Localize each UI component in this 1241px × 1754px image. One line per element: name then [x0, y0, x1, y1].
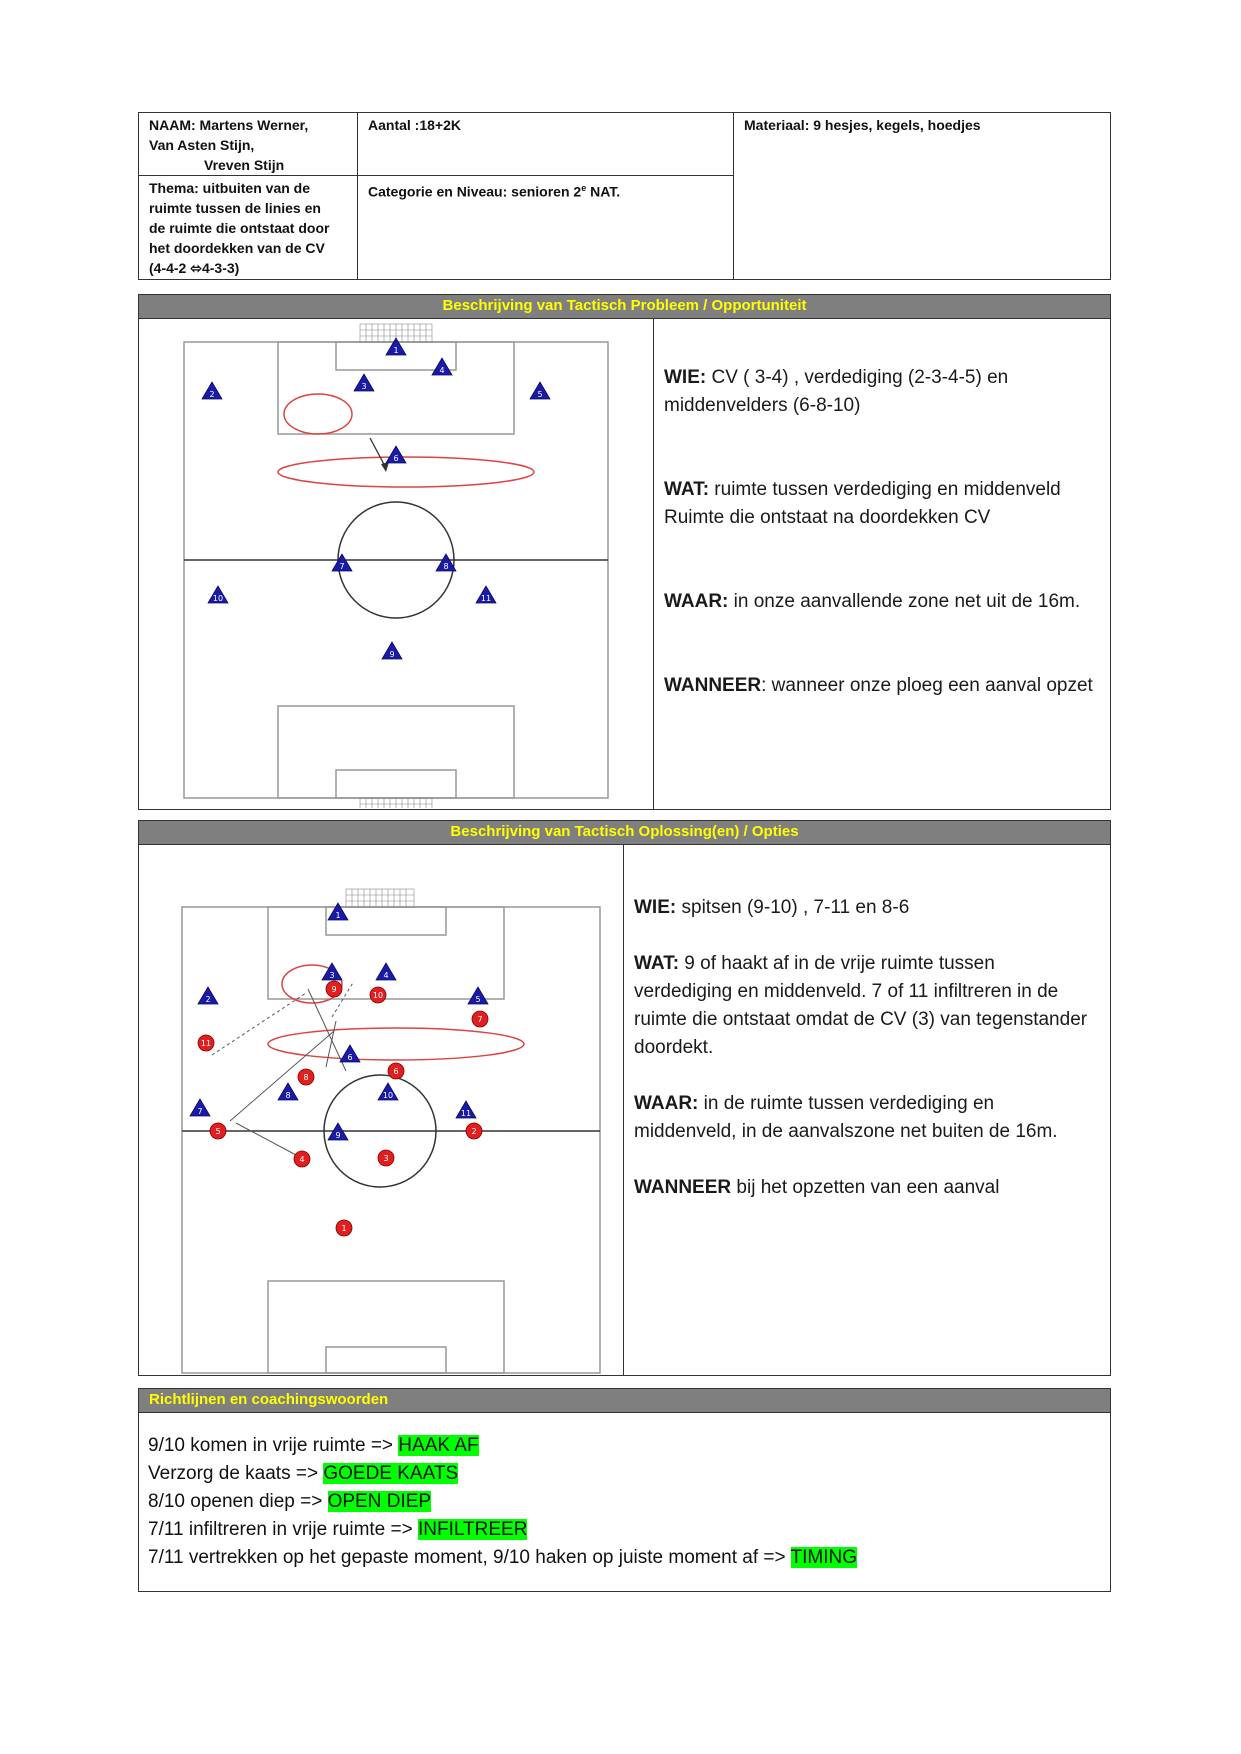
section1-title: Beschrijving van Tactisch Probleem / Opportuniteit	[442, 297, 807, 314]
coach-text-2: Verzorg de kaats =>	[148, 1463, 324, 1484]
s1-wat-text: ruimte tussen verdediging en middenveld	[709, 479, 1061, 500]
thema-line-4: het doordekken van de CV	[149, 240, 325, 256]
p2-red-player-8	[298, 1069, 314, 1085]
pitch-1-outline	[184, 342, 608, 798]
naam-line-3: Vreven Stijn	[204, 157, 285, 173]
p2-red-player-10-label: 10	[372, 991, 384, 1000]
coach-text-3: 8/10 openen diep =>	[148, 1491, 328, 1512]
s2-wat-text: 9 of haakt af in de vrije ruimte tussen verdediging en middenveld. 7 of 11 infiltreren in de ruimte die ontstaat omdat de CV (3) van tegenstander doordekt.	[634, 953, 1088, 1058]
s1-wat-2: Ruimte die ontstaat na doordekken CV	[664, 507, 991, 528]
p2-blue-player-4	[376, 963, 396, 980]
materiaal-cell	[733, 112, 1111, 280]
p1-blue-player-2-label: 2	[209, 390, 215, 399]
coach-text-5: 7/11 vertrekken op het gepaste moment, 9/10 haken op juiste moment af =>	[148, 1547, 791, 1568]
p2-red-player-5	[210, 1123, 226, 1139]
p2-red-player-5-label: 5	[215, 1127, 221, 1136]
p2-red-player-9	[326, 981, 342, 997]
categorie-cell	[357, 175, 734, 280]
s2-wanneer-label: WANNEER	[634, 1177, 732, 1198]
pitch-2-pass-2	[236, 1123, 296, 1155]
pitch-2-bottom-six	[326, 1347, 446, 1373]
p2-blue-player-3	[322, 963, 342, 980]
p1-blue-player-1-label: 1	[393, 346, 399, 355]
coaching-list	[148, 1432, 1098, 1572]
pitch-1-bottom-box	[278, 706, 514, 798]
p1-blue-player-4-label: 4	[439, 366, 445, 375]
s2-wat-label: WAT:	[634, 953, 680, 974]
s2-wanneer	[634, 1174, 1094, 1202]
coach-text-4: 7/11 infiltreren in vrije ruimte =>	[148, 1519, 418, 1540]
p1-blue-player-9-label: 9	[389, 650, 395, 659]
section3-title-bar	[138, 1388, 1111, 1413]
p1-blue-player-7-label: 7	[339, 562, 345, 571]
p1-blue-player-2	[202, 382, 222, 399]
s2-wie-text: spitsen (9-10) , 7-11 en 8-6	[676, 897, 910, 918]
s1-wie-label: WIE:	[664, 367, 707, 388]
p2-red-player-3	[378, 1150, 394, 1166]
s2-waar	[634, 1090, 1094, 1146]
p2-red-player-10	[370, 987, 386, 1003]
naam-cell	[138, 112, 358, 176]
p1-blue-player-10-label: 10	[212, 594, 224, 603]
coach-line-5	[148, 1544, 1098, 1572]
p2-blue-player-11	[456, 1101, 476, 1118]
section2-text	[634, 894, 1094, 1202]
section2-divider	[623, 844, 624, 1376]
s2-wat	[634, 950, 1094, 1062]
p2-blue-player-3-label: 3	[329, 971, 335, 980]
categorie-suffix: NAT.	[586, 183, 621, 200]
p1-blue-player-11-label: 11	[480, 594, 492, 603]
p2-blue-player-5-label: 5	[475, 995, 481, 1004]
pitch-1-small-ellipse	[284, 394, 352, 434]
p1-blue-player-5-label: 5	[537, 390, 543, 399]
pitch-1-wide-ellipse	[278, 457, 534, 487]
p1-blue-player-6	[386, 446, 406, 463]
s2-wie	[634, 894, 1094, 922]
p1-blue-player-1	[386, 338, 406, 355]
naam-line-2: Van Asten Stijn,	[149, 137, 255, 153]
coach-keyword-4: INFILTREER	[418, 1519, 528, 1540]
s2-waar-label: WAAR:	[634, 1093, 699, 1114]
p2-blue-player-7	[190, 1099, 210, 1116]
p2-blue-player-6-label: 6	[347, 1053, 353, 1062]
p2-blue-player-8-label: 8	[285, 1091, 291, 1100]
p2-red-player-9-label: 9	[331, 985, 337, 994]
p2-red-player-2	[466, 1123, 482, 1139]
pitch-2-top-goal	[346, 889, 414, 907]
categorie-sup: e	[581, 183, 587, 193]
pitch-1-players	[202, 338, 550, 659]
p2-blue-player-7-label: 7	[197, 1107, 203, 1116]
p2-red-player-3-label: 3	[383, 1154, 389, 1163]
p2-red-player-4	[294, 1151, 310, 1167]
p2-blue-player-2-label: 2	[205, 995, 211, 1004]
pitch-1-bottom-goal	[360, 798, 432, 808]
p1-blue-player-3	[354, 374, 374, 391]
s1-wie-text: CV ( 3-4) , verdediging (2-3-4-5) en middenvelders (6-8-10)	[664, 367, 1009, 416]
s1-spacer-1	[664, 448, 1104, 476]
coach-line-4	[148, 1516, 1098, 1544]
p2-blue-player-11-label: 11	[460, 1109, 472, 1118]
s2-wie-label: WIE:	[634, 897, 677, 918]
p2-red-player-2-label: 2	[471, 1127, 477, 1136]
s2-waar-text: in de ruimte tussen verdediging en middenveld, in de aanvalszone net buiten de 16m.	[634, 1093, 1058, 1142]
thema-cell	[138, 175, 358, 280]
p2-blue-player-2	[198, 987, 218, 1004]
section1-text	[664, 364, 1104, 700]
s1-waar-text: in onze aanvallende zone net uit de 16m.	[728, 591, 1081, 612]
p1-blue-player-8-label: 8	[443, 562, 449, 571]
pitch-2-pass-1	[230, 1031, 334, 1121]
pitch-2-top-six	[326, 907, 446, 935]
section2-title: Beschrijving van Tactisch Oplossing(en) / Opties	[450, 823, 799, 840]
aantal-cell	[357, 112, 734, 176]
p2-red-player-1-label: 1	[341, 1224, 347, 1233]
coach-keyword-5: TIMING	[790, 1547, 858, 1568]
s1-spacer-3	[664, 644, 1104, 672]
pitch-1-bottom-six	[336, 770, 456, 798]
p1-blue-player-7	[332, 554, 352, 571]
s2-wanneer-text: bij het opzetten van een aanval	[731, 1177, 1000, 1198]
p2-blue-player-1	[328, 903, 348, 920]
p2-blue-player-5	[468, 987, 488, 1004]
thema-line-5: (4-4-2 ⬄4-3-3)	[149, 260, 240, 276]
p2-blue-player-10-label: 10	[382, 1091, 394, 1100]
coach-keyword-2: GOEDE KAATS	[323, 1463, 459, 1484]
s1-wanneer-label: WANNEER	[664, 675, 762, 696]
categorie-text	[368, 178, 723, 202]
p1-blue-player-11	[476, 586, 496, 603]
pitch-1-top-box	[278, 342, 514, 434]
pitch-2-run-2	[326, 1021, 336, 1067]
p2-red-player-11	[198, 1035, 214, 1051]
coach-text-1: 9/10 komen in vrije ruimte =>	[148, 1435, 399, 1456]
coach-keyword-3: OPEN DIEP	[327, 1491, 432, 1512]
thema-line-2: ruimte tussen de linies en	[149, 200, 321, 216]
p2-red-player-6	[388, 1063, 404, 1079]
p1-blue-player-9	[382, 642, 402, 659]
p2-red-player-4-label: 4	[299, 1155, 305, 1164]
p2-red-player-11-label: 11	[200, 1039, 212, 1048]
p2-red-player-8-label: 8	[303, 1073, 309, 1082]
p1-blue-player-8	[436, 554, 456, 571]
pitch-diagram-2	[160, 885, 620, 1375]
s1-waar	[664, 588, 1104, 616]
p1-blue-player-10	[208, 586, 228, 603]
p2-red-player-7-label: 7	[477, 1015, 483, 1024]
p2-red-player-7	[472, 1011, 488, 1027]
pitch-1-arrow-head	[381, 462, 389, 472]
p1-blue-player-5	[530, 382, 550, 399]
coach-line-3	[148, 1488, 1098, 1516]
coach-line-1	[148, 1432, 1098, 1460]
p2-red-player-1	[336, 1220, 352, 1236]
section3-title: Richtlijnen en coachingswoorden	[149, 1391, 389, 1408]
s1-wat-label: WAT:	[664, 479, 710, 500]
aantal-text: Aantal :18+2K	[368, 117, 461, 133]
p2-blue-player-1-label: 1	[335, 911, 341, 920]
pitch-2-dashed-run-1	[212, 993, 306, 1055]
naam-line-1: NAAM: Martens Werner,	[149, 117, 309, 133]
s1-wat	[664, 476, 1104, 504]
pitch-2-players	[190, 903, 488, 1236]
s1-wanneer-text: : wanneer onze ploeg een aanval opzet	[761, 675, 1093, 696]
s1-wanneer	[664, 672, 1104, 700]
pitch-2-top-box	[268, 907, 504, 999]
thema-line-1: Thema: uitbuiten van de	[149, 180, 311, 196]
p1-blue-player-6-label: 6	[393, 454, 399, 463]
p2-red-player-6-label: 6	[393, 1067, 399, 1076]
section1-divider	[653, 318, 654, 810]
p2-blue-player-4-label: 4	[383, 971, 389, 980]
s1-spacer-2	[664, 560, 1104, 588]
s1-waar-label: WAAR:	[664, 591, 729, 612]
p1-blue-player-4	[432, 358, 452, 375]
pitch-2-bottom-box	[268, 1281, 504, 1373]
coach-line-2	[148, 1460, 1098, 1488]
categorie-prefix: Categorie en Niveau: senioren 2	[368, 183, 582, 200]
coach-keyword-1: HAAK AF	[398, 1435, 479, 1456]
p2-blue-player-8	[278, 1083, 298, 1100]
section2-title-bar	[138, 820, 1111, 845]
s1-wie	[664, 364, 1104, 420]
materiaal-text: Materiaal: 9 hesjes, kegels, hoedjes	[744, 117, 981, 133]
p2-blue-player-6	[340, 1045, 360, 1062]
thema-line-3: de ruimte die ontstaat door	[149, 220, 330, 236]
p2-blue-player-10	[378, 1083, 398, 1100]
p1-blue-player-3-label: 3	[361, 382, 367, 391]
pitch-diagram-1	[160, 320, 650, 808]
p2-blue-player-9-label: 9	[335, 1131, 341, 1140]
section1-title-bar	[138, 294, 1111, 319]
